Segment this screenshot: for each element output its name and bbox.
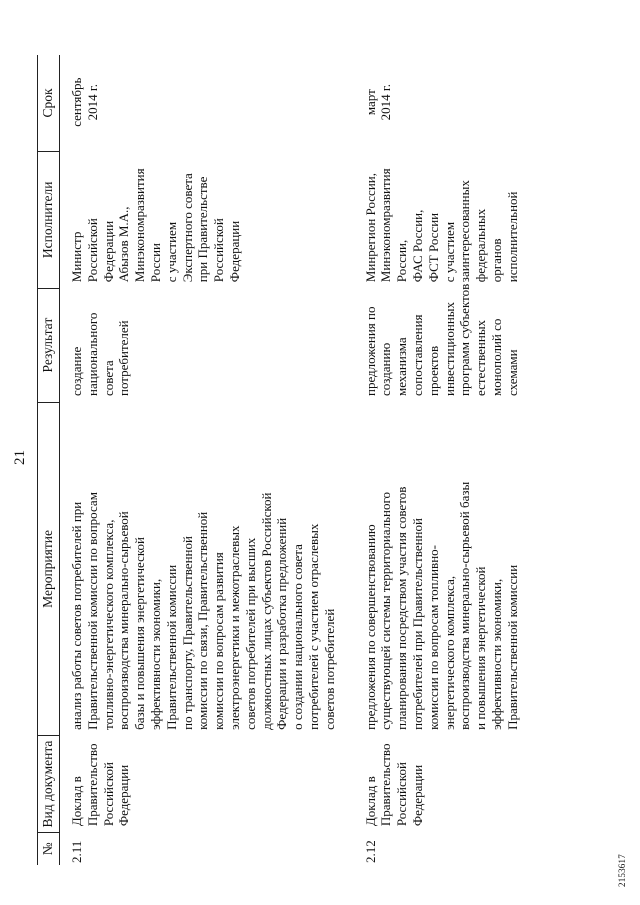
event-cell-line: и повышения энергетической — [473, 566, 489, 730]
document-type-cell-line: Доклад в — [362, 776, 378, 827]
executors-cell-line: с участием — [441, 221, 457, 283]
result-cell — [354, 283, 521, 402]
executors-cell-line: ФСТ России — [425, 212, 441, 283]
event-cell-line: планирования посредством участия советов — [394, 486, 410, 730]
page-number: 21 — [12, 450, 28, 465]
document-type-cell-line: Правительство — [378, 743, 394, 827]
event-cell-line: комиссии по связи, Правительственной — [195, 511, 211, 730]
executors-cell-line: России, — [394, 239, 410, 283]
event-cell-line: базы и повышения энергетической — [132, 537, 148, 730]
executors-cell-line: Абызов М.А., — [116, 206, 132, 283]
result-cell-line: программ субъектов — [457, 283, 473, 397]
document-type-cell-line: Доклад в — [69, 776, 84, 827]
executors-cell-line: Минэкономразвития — [132, 168, 148, 283]
event-cell-line: о создании национального совета — [290, 544, 306, 730]
table-row — [354, 55, 521, 865]
term-cell-line: 2014 г. — [378, 84, 394, 121]
executors-cell-line: заинтересованных — [457, 180, 473, 283]
event-cell-line: Правительственной комиссии по вопросам — [84, 492, 100, 730]
executors-cell-line: Российской — [84, 218, 100, 283]
executors-cell-line: Федерации — [100, 220, 116, 283]
result-cell-line: сопоставления — [409, 314, 425, 397]
row-number: 2.11 — [69, 840, 84, 863]
header-document-type: Вид документа — [38, 736, 60, 832]
document-type-cell-line: Российской — [394, 762, 410, 827]
header-term: Срок — [38, 55, 60, 151]
row-spacer-cell — [338, 55, 354, 865]
event-cell-line: потребителей с участием отраслевых — [305, 523, 321, 730]
result-cell — [60, 288, 338, 402]
event-cell-line: энергетического комплекса, — [441, 575, 457, 730]
event-cell-line: Правительственной комиссии — [163, 564, 179, 730]
row-number: 2.12 — [362, 840, 378, 863]
executors-cell-line: России — [147, 243, 163, 283]
executors-cell — [60, 151, 338, 288]
result-cell-line: схемами — [504, 349, 520, 397]
event-cell — [354, 402, 521, 736]
document-type-cell — [60, 736, 338, 832]
executors-cell-line: исполнительной — [504, 191, 520, 283]
executors-cell-line: федеральных — [473, 208, 489, 283]
executors-cell-line: Федерации — [226, 220, 242, 283]
result-cell-line: создание — [69, 346, 84, 397]
result-cell-line: проектов — [425, 345, 441, 397]
executors-cell-line: органов — [488, 238, 504, 283]
event-cell-line: топливно-энергетического комплекса, — [100, 519, 116, 730]
document-type-cell — [354, 736, 521, 832]
event-cell-line: Правительственной комиссии — [504, 564, 520, 730]
executors-cell-line: Минрегион России, — [362, 173, 378, 283]
executors-cell-line: Экспертного совета — [179, 173, 195, 283]
event-cell-line: воспроизводства минерально-сырьевой базы — [457, 481, 473, 730]
result-cell-line: инвестиционных — [441, 301, 457, 397]
measures-table — [37, 55, 521, 865]
term-cell-line: март — [362, 89, 378, 116]
event-cell-line: эффективности экономики, — [147, 578, 163, 730]
table-row — [60, 55, 338, 865]
row-spacer — [338, 55, 354, 865]
executors-cell-line: Минэкономразвития — [378, 168, 394, 283]
executors-cell-line: при Правительстве — [195, 176, 211, 283]
executors-cell — [354, 151, 521, 288]
event-cell-line: анализ работы советов потребителей при — [69, 501, 84, 730]
event-cell-line: электроэнергетики и межотраслевых — [226, 525, 242, 730]
result-cell-line: национального — [84, 312, 100, 397]
event-cell-line: по транспорту, Правительственной — [179, 536, 195, 730]
result-cell-line: естественных — [473, 319, 489, 397]
result-cell-line: созданию — [378, 342, 394, 397]
header-result: Результат — [38, 288, 60, 402]
event-cell-line: Федерации и разработка предложений — [274, 517, 290, 730]
event-cell-line: эффективности экономики, — [488, 578, 504, 730]
event-cell — [60, 402, 338, 736]
executors-cell-line: Российской — [211, 218, 227, 283]
event-cell-line: советов потребителей — [321, 608, 337, 730]
executors-cell-line: ФАС России, — [409, 209, 425, 283]
result-cell-line: предложения по — [362, 306, 378, 397]
header-number: № — [38, 832, 60, 865]
result-cell-line: механизма — [394, 337, 410, 397]
executors-cell-line: с участием — [163, 221, 179, 283]
term-cell-line: сентябрь — [69, 77, 84, 127]
table-header-row — [38, 55, 60, 865]
event-cell-line: предложения по совершенствованию — [362, 524, 378, 730]
event-cell-line: советов потребителей при высших — [242, 537, 258, 730]
term-cell-line: 2014 г. — [84, 84, 100, 121]
term-cell — [60, 55, 338, 151]
event-cell-line: комиссии по вопросам развития — [211, 552, 227, 730]
header-executors: Исполнители — [38, 151, 60, 288]
document-type-cell-line: Федерации — [409, 764, 425, 827]
event-cell-line: воспроизводства минерально-сырьевой — [116, 511, 132, 730]
document-type-cell-line: Российской — [100, 762, 116, 827]
result-cell-line: совета — [100, 360, 116, 397]
event-cell-line: существующей системы территориального — [378, 492, 394, 730]
document-type-cell-line: Правительство — [84, 743, 100, 827]
result-cell-line: монополий со — [488, 318, 504, 397]
header-event: Мероприятие — [38, 402, 60, 736]
term-cell — [354, 55, 521, 151]
document-code: 2153617 — [617, 854, 627, 887]
event-cell-line: потребителей при Правительственной — [409, 518, 425, 730]
document-type-cell-line: Федерации — [116, 764, 132, 827]
event-cell-line: должностных лицах субъектов Российской — [258, 492, 274, 730]
result-cell-line: потребителей — [116, 320, 132, 397]
event-cell-line: комиссии по вопросам топливно- — [425, 545, 441, 730]
executors-cell-line: Министр — [69, 231, 84, 283]
